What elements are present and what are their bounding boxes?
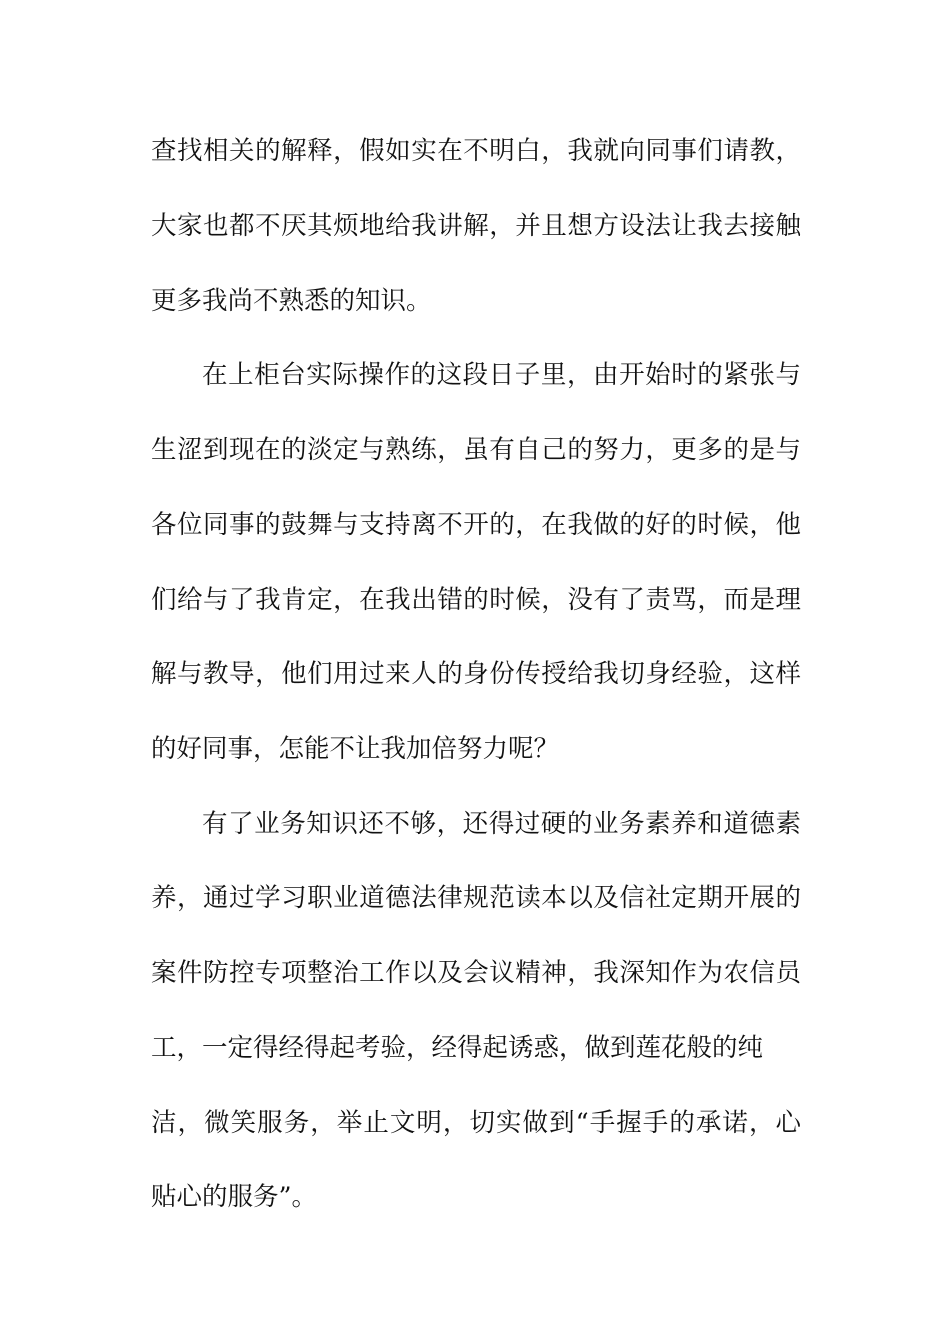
paragraph-3-line-2: 养，通过学习职业道德法律规范读本以及信社定期开展的	[151, 883, 801, 913]
paragraph-2-line-5: 解与教导，他们用过来人的身份传授给我切身经验，这样	[151, 659, 801, 689]
paragraph-3-line-5: 洁，微笑服务，举止文明，切实做到“手握手的承诺，心	[151, 1108, 801, 1138]
paragraph-2-line-1: 在上柜台实际操作的这段日子里，由开始时的紧张与	[202, 360, 801, 390]
paragraph-2-line-3: 各位同事的鼓舞与支持离不开的，在我做的好的时候，他	[151, 510, 801, 540]
paragraph-2-line-6: 的好同事，怎能不让我加倍努力呢？	[151, 734, 560, 764]
paragraph-2-line-4: 们给与了我肯定，在我出错的时候，没有了责骂，而是理	[151, 585, 801, 615]
paragraph-3-line-3: 案件防控专项整治工作以及会议精神，我深知作为农信员	[151, 958, 801, 988]
paragraph-3-line-6: 贴心的服务”。	[151, 1182, 318, 1212]
paragraph-3-line-1: 有了业务知识还不够，还得过硬的业务素养和道德素	[202, 809, 801, 839]
paragraph-2-line-2: 生涩到现在的淡定与熟练，虽有自己的努力，更多的是与	[151, 435, 801, 465]
paragraph-1-line-3: 更多我尚不熟悉的知识。	[151, 286, 432, 316]
paragraph-1-line-1: 查找相关的解释，假如实在不明白，我就向同事们请教，	[151, 136, 801, 166]
paragraph-1-line-2: 大家也都不厌其烦地给我讲解，并且想方设法让我去接触	[151, 211, 801, 241]
paragraph-3-line-4: 工，一定得经得起考验，经得起诱惑，做到莲花般的纯	[151, 1033, 764, 1063]
